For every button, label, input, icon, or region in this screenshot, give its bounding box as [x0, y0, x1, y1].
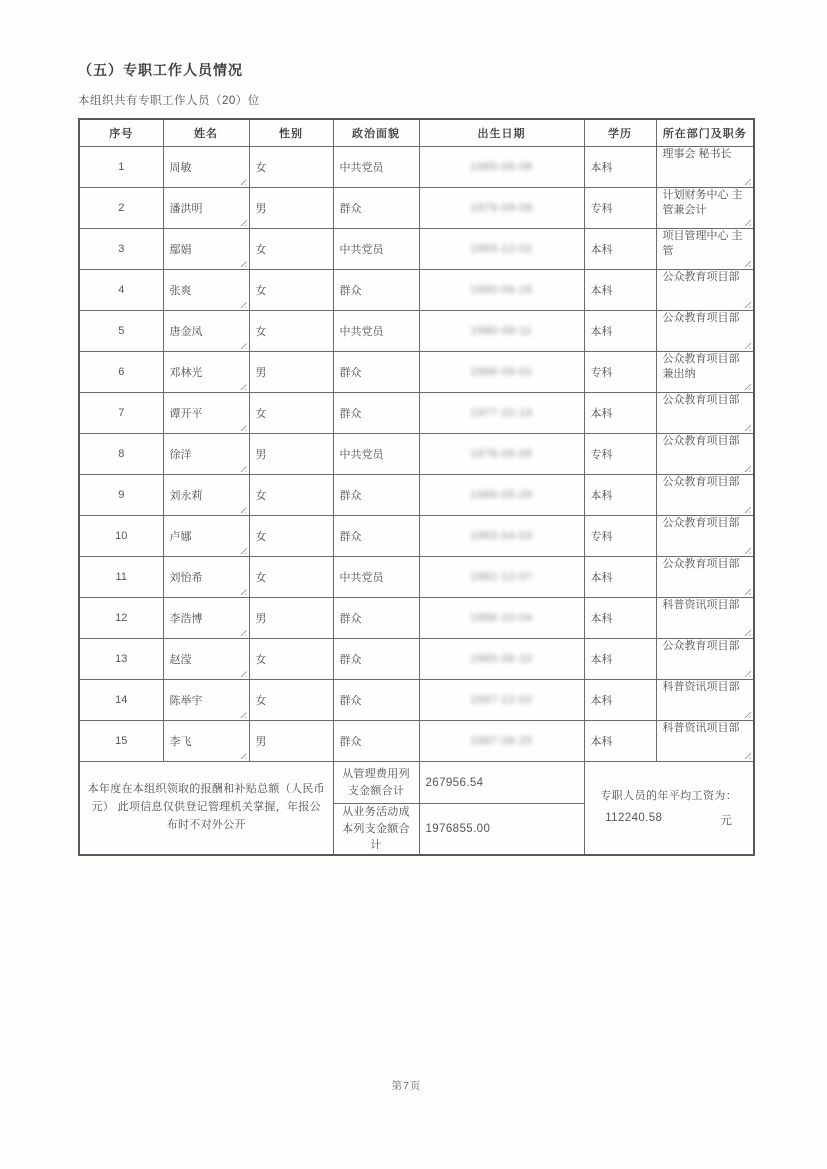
- table-row: [79, 270, 754, 311]
- cell-political-status: 群众: [333, 352, 419, 393]
- resize-grip-icon: [238, 504, 247, 513]
- resize-grip-icon: [238, 668, 247, 677]
- cell-serial-number: 8: [79, 434, 163, 475]
- cell-birth-date-redacted: 1985-06-10: [419, 639, 584, 680]
- resize-grip-icon: [742, 176, 751, 185]
- cell-name: 潘洪明: [163, 188, 249, 229]
- activity-cost-value: 1976855.00: [419, 804, 584, 855]
- cell-education: 本科: [584, 393, 656, 434]
- cell-birth-date-redacted: 1986-09-01: [419, 352, 584, 393]
- cell-education: 本科: [584, 721, 656, 762]
- header-gender: 性别: [249, 119, 333, 147]
- cell-birth-date-redacted: 1986-05-29: [419, 475, 584, 516]
- salary-disclosure-note: [79, 762, 333, 855]
- cell-name: 鄢娟: [163, 229, 249, 270]
- cell-gender: 男: [249, 188, 333, 229]
- cell-birth-date-redacted: 1982-12-07: [419, 557, 584, 598]
- cell-department: 公众教育项目部: [656, 434, 754, 475]
- cell-serial-number: 4: [79, 270, 163, 311]
- resize-grip-icon: [238, 176, 247, 185]
- resize-grip-icon: [238, 463, 247, 472]
- resize-grip-icon: [742, 258, 751, 267]
- cell-name: 李飞: [163, 721, 249, 762]
- cell-gender: 女: [249, 270, 333, 311]
- cell-department: 公众教育项目部: [656, 270, 754, 311]
- cell-political-status: 中共党员: [333, 434, 419, 475]
- cell-gender: 男: [249, 434, 333, 475]
- table-row: [79, 557, 754, 598]
- cell-gender: 女: [249, 147, 333, 188]
- cell-birth-date-redacted: 1980-08-11: [419, 311, 584, 352]
- resize-grip-icon: [742, 668, 751, 677]
- header-name: 姓名: [163, 119, 249, 147]
- cell-serial-number: 14: [79, 680, 163, 721]
- cell-name: 周敏: [163, 147, 249, 188]
- cell-serial-number: 7: [79, 393, 163, 434]
- staff-count-line: 本组织共有专职工作人员（20）位: [78, 95, 260, 107]
- table-header: [79, 119, 754, 147]
- cell-education: 本科: [584, 311, 656, 352]
- cell-name: 刘永莉: [163, 475, 249, 516]
- cell-gender: 女: [249, 680, 333, 721]
- cell-department: 公众教育项目部: [656, 557, 754, 598]
- table-row: [79, 188, 754, 229]
- cell-political-status: 群众: [333, 475, 419, 516]
- cell-serial-number: 9: [79, 475, 163, 516]
- cell-department: 公众教育项目部: [656, 311, 754, 352]
- cell-education: 本科: [584, 475, 656, 516]
- table-row: [79, 393, 754, 434]
- table-row: [79, 434, 754, 475]
- resize-grip-icon: [238, 340, 247, 349]
- avg-salary-unit: 元: [720, 815, 733, 828]
- section-title: （五）专职工作人员情况: [78, 62, 243, 78]
- cell-birth-date-redacted: 1987-12-02: [419, 680, 584, 721]
- cell-political-status: 群众: [333, 639, 419, 680]
- cell-gender: 男: [249, 598, 333, 639]
- cell-name: 卢娜: [163, 516, 249, 557]
- cell-education: 本科: [584, 557, 656, 598]
- cell-department: 科普资讯项目部: [656, 680, 754, 721]
- resize-grip-icon: [742, 340, 751, 349]
- table-row: [79, 475, 754, 516]
- resize-grip-icon: [238, 545, 247, 554]
- cell-birth-date-redacted: 1979-09-08: [419, 188, 584, 229]
- avg-salary-cell: [584, 762, 754, 855]
- cell-gender: 女: [249, 557, 333, 598]
- cell-department: 公众教育项目部: [656, 639, 754, 680]
- header-birth: 出生日期: [419, 119, 584, 147]
- resize-grip-icon: [238, 709, 247, 718]
- resize-grip-icon: [742, 545, 751, 554]
- cell-birth-date-redacted: 1990-06-16: [419, 270, 584, 311]
- cell-political-status: 群众: [333, 598, 419, 639]
- resize-grip-icon: [238, 381, 247, 390]
- cell-education: 专科: [584, 434, 656, 475]
- table-row: [79, 680, 754, 721]
- cell-political-status: 中共党员: [333, 229, 419, 270]
- cell-political-status: 群众: [333, 721, 419, 762]
- cell-department: 公众教育项目部兼出纳: [656, 352, 754, 393]
- cell-department: 公众教育项目部: [656, 516, 754, 557]
- table-row: [79, 229, 754, 270]
- resize-grip-icon: [742, 299, 751, 308]
- staff-rows: [79, 147, 754, 762]
- cell-gender: 女: [249, 516, 333, 557]
- table-row: [79, 147, 754, 188]
- cell-birth-date-redacted: 1985-09-08: [419, 147, 584, 188]
- header-no: 序号: [79, 119, 163, 147]
- activity-cost-label: 从业务活动成本列支金额合计: [333, 804, 419, 855]
- resize-grip-icon: [238, 627, 247, 636]
- resize-grip-icon: [238, 586, 247, 595]
- table-row: [79, 721, 754, 762]
- cell-gender: 男: [249, 352, 333, 393]
- cell-department: 公众教育项目部: [656, 475, 754, 516]
- cell-gender: 女: [249, 229, 333, 270]
- page-number: 第7页: [391, 1080, 422, 1092]
- header-department: 所在部门及职务: [656, 119, 754, 147]
- cell-serial-number: 6: [79, 352, 163, 393]
- resize-grip-icon: [742, 422, 751, 431]
- cell-gender: 女: [249, 639, 333, 680]
- resize-grip-icon: [742, 463, 751, 472]
- cell-department: 科普资讯项目部: [656, 598, 754, 639]
- cell-gender: 女: [249, 393, 333, 434]
- resize-grip-icon: [238, 299, 247, 308]
- cell-serial-number: 15: [79, 721, 163, 762]
- resize-grip-icon: [238, 217, 247, 226]
- cell-name: 唐金凤: [163, 311, 249, 352]
- cell-department: 公众教育项目部: [656, 393, 754, 434]
- header-education: 学历: [584, 119, 656, 147]
- resize-grip-icon: [742, 217, 751, 226]
- cell-name: 陈举宇: [163, 680, 249, 721]
- cell-education: 专科: [584, 352, 656, 393]
- cell-department: 计划财务中心 主管兼会计: [656, 188, 754, 229]
- cell-birth-date-redacted: 1977-10-14: [419, 393, 584, 434]
- cell-political-status: 群众: [333, 516, 419, 557]
- cell-name: 赵滢: [163, 639, 249, 680]
- cell-political-status: 中共党员: [333, 311, 419, 352]
- cell-gender: 男: [249, 721, 333, 762]
- cell-serial-number: 13: [79, 639, 163, 680]
- table-row: [79, 516, 754, 557]
- cell-education: 本科: [584, 680, 656, 721]
- header-political: 政治面貌: [333, 119, 419, 147]
- resize-grip-icon: [742, 381, 751, 390]
- cell-name: 李浩博: [163, 598, 249, 639]
- cell-political-status: 群众: [333, 680, 419, 721]
- cell-education: 本科: [584, 147, 656, 188]
- resize-grip-icon: [742, 627, 751, 636]
- resize-grip-icon: [742, 709, 751, 718]
- cell-political-status: 群众: [333, 270, 419, 311]
- avg-salary-value: 112240.58: [605, 812, 663, 825]
- cell-name: 张爽: [163, 270, 249, 311]
- mgmt-fee-value: 267956.54: [419, 762, 584, 804]
- resize-grip-icon: [742, 750, 751, 759]
- cell-gender: 女: [249, 311, 333, 352]
- note-line-2: 此项信息仅供登记管理机关掌握，年报公布时不对外公开: [117, 800, 321, 831]
- resize-grip-icon: [238, 258, 247, 267]
- cell-birth-date-redacted: 1987-08-25: [419, 721, 584, 762]
- staff-table: [78, 118, 755, 856]
- cell-political-status: 群众: [333, 393, 419, 434]
- cell-education: 本科: [584, 229, 656, 270]
- table-row: [79, 311, 754, 352]
- cell-name: 邓林光: [163, 352, 249, 393]
- cell-political-status: 中共党员: [333, 147, 419, 188]
- cell-birth-date-redacted: 1983-04-03: [419, 516, 584, 557]
- mgmt-fee-label: 从管理费用列支金额合计: [333, 762, 419, 804]
- cell-serial-number: 11: [79, 557, 163, 598]
- cell-education: 专科: [584, 516, 656, 557]
- cell-birth-date-redacted: 1978-09-05: [419, 434, 584, 475]
- cell-serial-number: 2: [79, 188, 163, 229]
- cell-gender: 女: [249, 475, 333, 516]
- resize-grip-icon: [742, 504, 751, 513]
- cell-department: 科普资讯项目部: [656, 721, 754, 762]
- cell-serial-number: 5: [79, 311, 163, 352]
- cell-name: 谭开平: [163, 393, 249, 434]
- summary-section: [79, 762, 754, 855]
- cell-political-status: 中共党员: [333, 557, 419, 598]
- avg-salary-label: 专职人员的年平均工资为：: [600, 790, 738, 803]
- resize-grip-icon: [238, 750, 247, 759]
- resize-grip-icon: [238, 422, 247, 431]
- cell-department: 项目管理中心 主管: [656, 229, 754, 270]
- table-row: [79, 598, 754, 639]
- cell-education: 本科: [584, 639, 656, 680]
- cell-serial-number: 10: [79, 516, 163, 557]
- cell-birth-date-redacted: 1986-10-04: [419, 598, 584, 639]
- cell-name: 徐洋: [163, 434, 249, 475]
- cell-serial-number: 1: [79, 147, 163, 188]
- cell-birth-date-redacted: 1983-12-02: [419, 229, 584, 270]
- cell-serial-number: 12: [79, 598, 163, 639]
- cell-serial-number: 3: [79, 229, 163, 270]
- cell-education: 专科: [584, 188, 656, 229]
- note-line-1: 本年度在本组织领取的报酬和补贴总额（人民币元）: [87, 783, 325, 813]
- cell-education: 本科: [584, 270, 656, 311]
- table-row: [79, 352, 754, 393]
- resize-grip-icon: [742, 586, 751, 595]
- table-row: [79, 639, 754, 680]
- cell-department: 理事会 秘书长: [656, 147, 754, 188]
- cell-political-status: 群众: [333, 188, 419, 229]
- cell-name: 刘怡希: [163, 557, 249, 598]
- cell-education: 本科: [584, 598, 656, 639]
